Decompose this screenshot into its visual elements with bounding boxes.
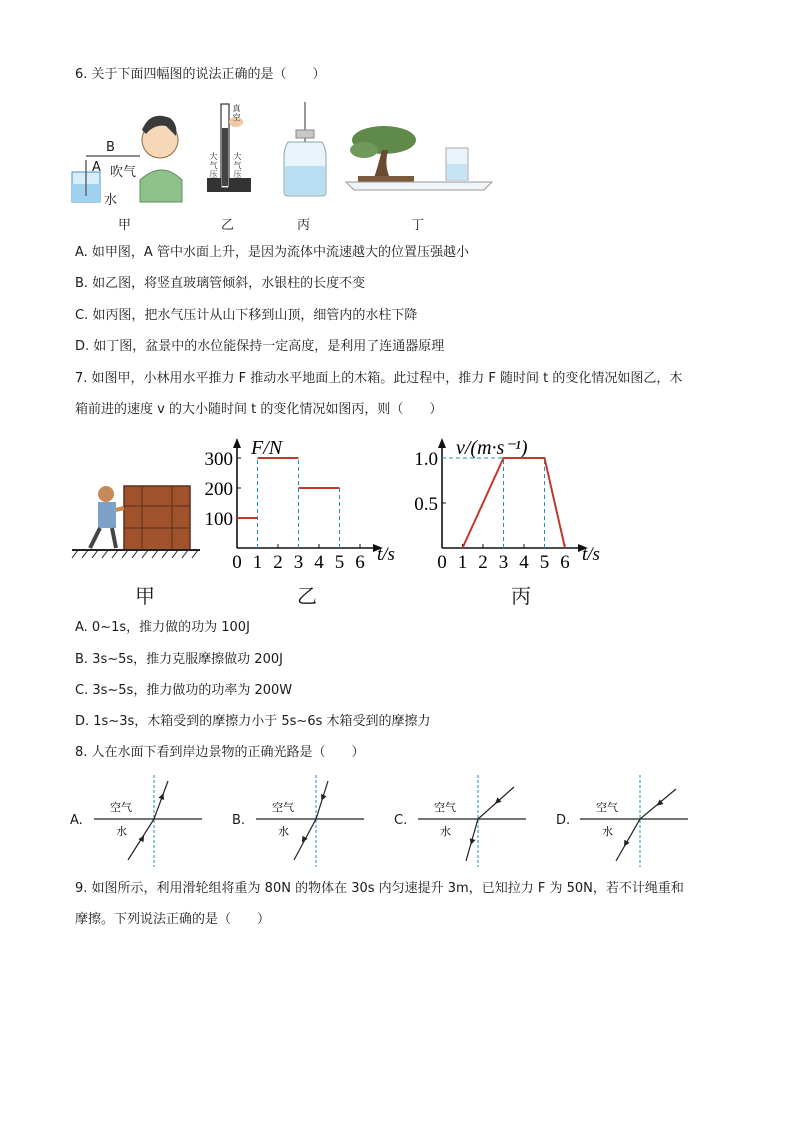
q7-caption-bing: 丙 <box>511 584 531 608</box>
velocity-xtick-label: 6 <box>560 552 570 573</box>
q8-stem: 8. 人在水面下看到岸边景物的正确光路是（ ） <box>75 745 365 760</box>
force-xlabel: t/s <box>377 544 395 565</box>
q7-option-b: B. 3s~5s，推力克服摩擦做功 200J <box>75 652 283 667</box>
velocity-xtick-label: 2 <box>478 552 488 573</box>
fig-jia-label-a: A <box>92 160 101 175</box>
velocity-xlabel: t/s <box>582 544 600 565</box>
velocity-y-arrow <box>438 438 446 448</box>
fig-jia-blowing <box>70 100 180 210</box>
velocity-xtick-label: 5 <box>539 552 550 573</box>
q8-light-ray <box>466 787 514 861</box>
force-y-arrow <box>233 438 241 448</box>
force-xtick-label: 6 <box>355 552 365 573</box>
q8-water-label: 水 <box>602 825 613 838</box>
velocity-ytick-label: 1.0 <box>414 449 438 470</box>
velocity-ylabel: v/(m·s⁻¹) <box>456 437 528 459</box>
force-xtick-label: 1 <box>252 552 263 573</box>
force-ytick-label: 100 <box>204 509 233 530</box>
velocity-ytick-label: 0.5 <box>414 494 438 515</box>
q6-option-b: B. 如乙图，将竖直玻璃管倾斜，水银柱的长度不变 <box>75 276 366 291</box>
q7-fig-jia <box>72 478 202 568</box>
q6-option-d: D. 如丁图，盆景中的水位能保持一定高度，是利用了连通器原理 <box>75 339 445 354</box>
q7-option-c: C. 3s~5s，推力做功的功率为 200W <box>75 683 293 698</box>
q8-water-label: 水 <box>278 825 289 838</box>
fig-yi-vacuum: 真空 <box>232 104 241 122</box>
velocity-xtick-label: 0 <box>437 552 447 573</box>
fig-yi-air-left: 大气压 <box>209 152 218 179</box>
q8-option-letter: D. <box>556 813 571 828</box>
q7-option-d: D. 1s~3s，木箱受到的摩擦力小于 5s~6s 木箱受到的摩擦力 <box>75 714 431 729</box>
fig-bing-caption: 丙 <box>297 218 311 233</box>
velocity-series-line <box>463 458 566 548</box>
fig-yi-air-right: 大气压 <box>233 152 242 179</box>
q7-stem-line2: 箱前进的速度 v 的大小随时间 t 的变化情况如图丙，则（ ） <box>75 402 443 417</box>
q8-water-label: 水 <box>440 825 451 838</box>
q8-light-ray <box>294 781 328 860</box>
fig-yi-barometer <box>204 100 254 195</box>
q9-stem-line1: 9. 如图所示，利用滑轮组将重为 80N 的物体在 30s 内匀速提升 3m，已知拉力 F 为 50N，若不计绳重和 <box>75 881 684 896</box>
q8-light-ray <box>616 789 676 861</box>
q8-option-figure[interactable] <box>414 775 529 870</box>
force-ytick-label: 300 <box>204 449 233 470</box>
force-ytick-label: 200 <box>204 479 233 500</box>
q8-option-letter: B. <box>232 813 246 828</box>
fig-bing-water-barometer <box>280 102 330 198</box>
q6-option-c: C. 如丙图，把水气压计从山下移到山顶，细管内的水柱下降 <box>75 308 418 323</box>
force-xtick-label: 0 <box>232 552 242 573</box>
fig-ding-caption: 丁 <box>411 218 425 233</box>
q8-air-label: 空气 <box>272 801 294 814</box>
q7-caption-jia: 甲 <box>135 584 155 608</box>
q8-air-label: 空气 <box>110 801 132 814</box>
q8-air-label: 空气 <box>434 801 456 814</box>
fig-jia-caption: 甲 <box>118 218 132 233</box>
velocity-xtick-label: 3 <box>498 552 509 573</box>
q8-option-figure[interactable] <box>90 775 205 870</box>
force-xtick-label: 5 <box>334 552 345 573</box>
q7-option-a: A. 0~1s，推力做的功为 100J <box>75 620 250 635</box>
velocity-xtick-label: 1 <box>457 552 468 573</box>
q7-stem-line1: 7. 如图甲，小林用水平推力 F 推动水平地面上的木箱。此过程中，推力 F 随时间 t 的变化情况如图乙，木 <box>75 371 683 386</box>
q8-water-label: 水 <box>116 825 127 838</box>
q8-option-letter: C. <box>394 813 408 828</box>
q6-stem: 6. 关于下面四幅图的说法正确的是（ ） <box>75 67 326 82</box>
q8-option-figure[interactable] <box>576 775 691 870</box>
q8-air-label: 空气 <box>596 801 618 814</box>
force-ylabel: F/N <box>251 437 283 459</box>
velocity-xtick-label: 4 <box>519 552 529 573</box>
fig-yi-caption: 乙 <box>221 218 235 233</box>
q7-caption-yi: 乙 <box>297 584 317 608</box>
force-xtick-label: 3 <box>293 552 304 573</box>
fig-jia-label-b: B <box>106 140 115 155</box>
q8-ray-arrow <box>624 840 630 847</box>
force-xtick-label: 4 <box>314 552 324 573</box>
q7-chart-force <box>200 430 410 580</box>
fig-ding-bonsai <box>344 120 494 195</box>
q8-option-letter: A. <box>70 813 83 828</box>
force-xtick-label: 2 <box>273 552 283 573</box>
fig-jia-water: 水 <box>104 193 118 208</box>
q6-option-a: A. 如甲图，A 管中水面上升，是因为流体中流速越大的位置压强越小 <box>75 245 469 260</box>
q8-light-ray <box>128 781 168 860</box>
q9-stem-line2: 摩擦。下列说法正确的是（ ） <box>75 912 271 927</box>
fig-jia-blow: 吹气 <box>110 165 137 180</box>
q7-chart-velocity <box>405 430 615 580</box>
q8-option-figure[interactable] <box>252 775 367 870</box>
